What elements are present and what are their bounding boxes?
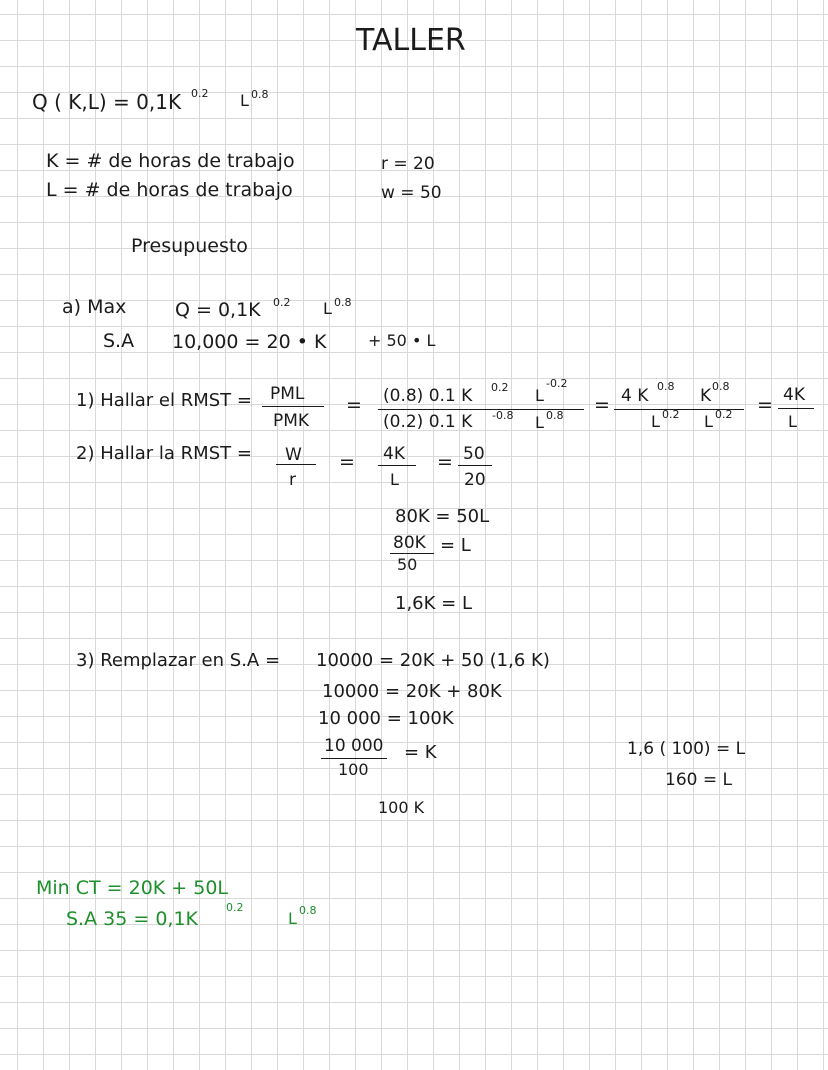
equation-line: 10 000 = 100K: [318, 708, 454, 729]
fraction-numerator: 4 K: [621, 386, 649, 406]
equals-sign: =: [594, 394, 610, 416]
variable-l: L: [704, 412, 713, 431]
exponent: 0.2: [273, 296, 291, 309]
result-numerator: 4K: [783, 385, 805, 405]
exponent: 0.8: [657, 380, 675, 393]
equals-sign: =: [437, 451, 453, 473]
equation-line: 10000 = 20K + 50 (1,6 K): [316, 650, 550, 671]
fraction-numerator: PML: [270, 384, 305, 404]
def-l: L = # de horas de trabajo: [46, 179, 293, 201]
fraction-numerator: W: [285, 445, 302, 465]
exponent: 0.8: [712, 380, 730, 393]
fraction-denominator: 20: [464, 470, 486, 490]
exponent: 0.8: [299, 904, 317, 917]
def-k: K = # de horas de trabajo: [46, 150, 295, 172]
page-title: TALLER: [356, 23, 466, 58]
exponent: 0.8: [546, 409, 564, 422]
def-r: r = 20: [381, 154, 435, 174]
fraction-numerator: K: [700, 386, 712, 406]
fraction-denominator: 50: [397, 555, 418, 574]
equation-line: = K: [404, 742, 437, 763]
fraction-bar: [262, 406, 324, 407]
fraction-bar: [378, 465, 416, 466]
step3-label: 3) Remplazar en S.A =: [76, 650, 281, 671]
variable-l: L: [651, 412, 660, 431]
variable-l: L: [535, 386, 544, 405]
fraction-denominator: 100: [338, 760, 369, 779]
exponent: 0.2: [226, 901, 244, 914]
fraction-numerator: 10 000: [324, 736, 384, 756]
fraction-bar: [321, 758, 387, 759]
step2-label: 2) Hallar la RMST =: [76, 443, 252, 464]
fraction-numerator: 4K: [383, 444, 405, 464]
exponent: 0.8: [334, 296, 352, 309]
exponent: 0.2: [491, 381, 509, 394]
fraction-bar: [778, 408, 814, 409]
fraction-denominator: L: [390, 470, 399, 489]
fraction-numerator: 80K: [393, 533, 426, 553]
fraction-bar: [276, 464, 316, 465]
fraction-denominator: PMK: [273, 411, 310, 431]
equation-line: 10000 = 20K + 80K: [322, 681, 502, 702]
step1-label: 1) Hallar el RMST =: [76, 390, 252, 411]
fraction-bar: [458, 465, 492, 466]
variable-l: L: [535, 413, 544, 432]
part-a-label: a) Max: [62, 296, 127, 318]
variable-l: L: [240, 91, 249, 110]
fraction-bar: [390, 553, 434, 554]
exponent: 0.8: [251, 88, 269, 101]
exponent: 0.2: [662, 408, 680, 421]
result-k: 100 K: [378, 798, 425, 817]
presupuesto-label: Presupuesto: [131, 235, 248, 257]
equals-sign: =: [346, 394, 362, 416]
def-w: w = 50: [381, 183, 442, 203]
equation-line: 80K = 50L: [395, 506, 490, 527]
min-cost-objective: Min CT = 20K + 50L: [36, 877, 229, 899]
budget-constraint: 10,000 = 20 • K: [172, 331, 327, 353]
fraction-denominator: (0.2) 0.1 K: [383, 412, 473, 432]
exponent: -0.8: [492, 409, 514, 422]
fraction-numerator: (0.8) 0.1 K: [383, 386, 473, 406]
exponent: -0.2: [546, 377, 568, 390]
exponent: 0.2: [715, 408, 733, 421]
sa-label: S.A: [103, 330, 135, 352]
fraction-denominator: r: [289, 470, 296, 490]
result-denominator: L: [788, 412, 797, 431]
exponent: 0.2: [191, 87, 209, 100]
production-function: Q ( K,L) = 0,1K: [32, 90, 182, 114]
equals-sign: =: [339, 451, 355, 473]
equation-line: 1,6 ( 100) = L: [627, 739, 746, 759]
budget-constraint-rest: + 50 • L: [368, 331, 436, 350]
equation-line: = L: [440, 535, 471, 556]
result-l: 160 = L: [665, 770, 732, 790]
min-cost-constraint: S.A 35 = 0,1K: [66, 908, 198, 930]
variable-l: L: [288, 909, 297, 928]
fraction-numerator: 50: [463, 444, 485, 464]
equals-sign: =: [757, 394, 773, 416]
variable-l: L: [323, 299, 332, 318]
equation-line: 1,6K = L: [395, 593, 472, 614]
max-expression: Q = 0,1K: [175, 299, 261, 321]
